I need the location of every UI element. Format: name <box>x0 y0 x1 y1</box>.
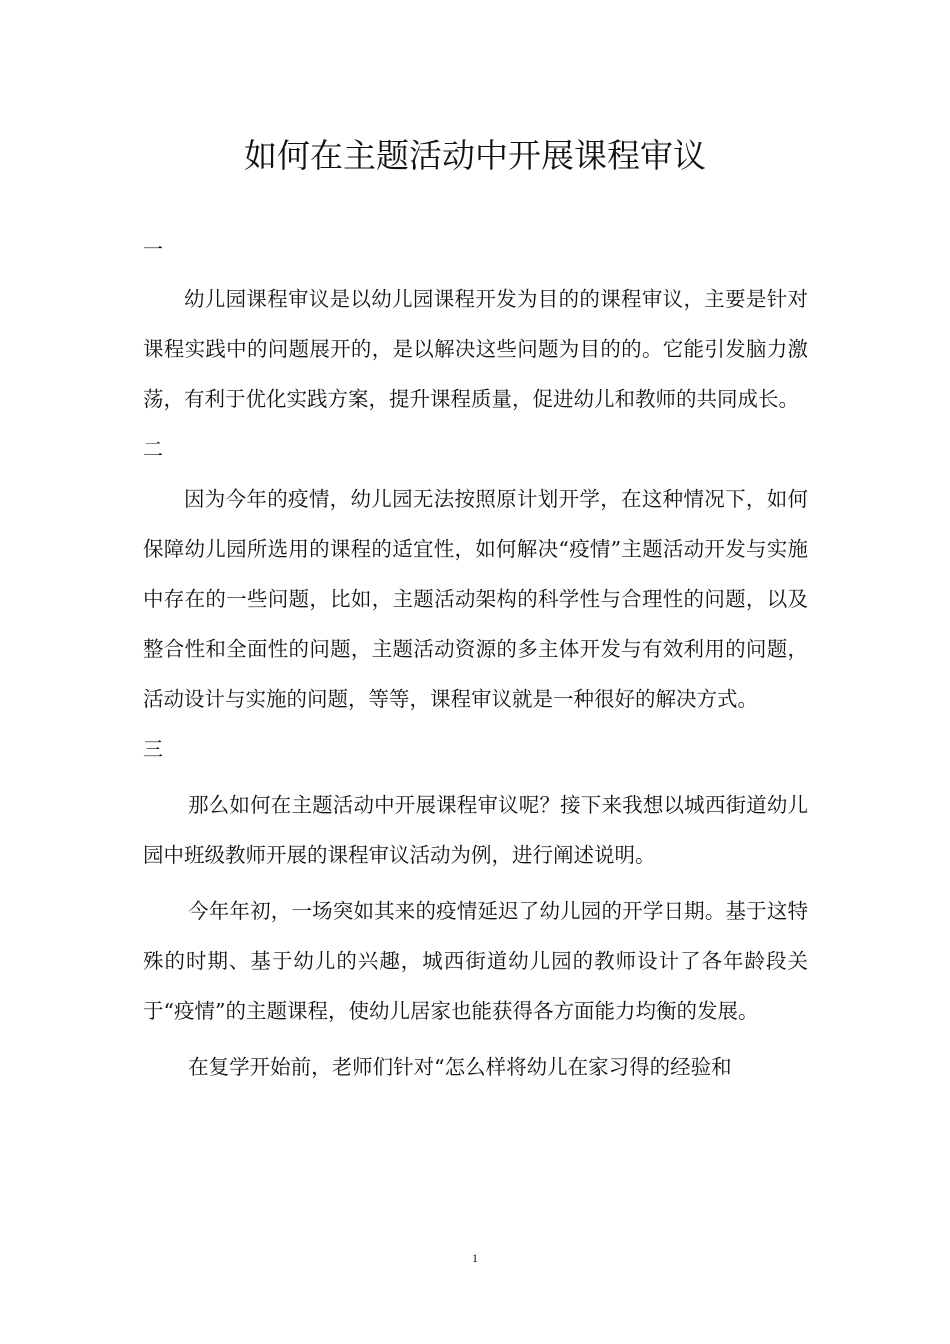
document-title: 如何在主题活动中开展课程审议 <box>244 136 706 175</box>
document-body <box>143 224 808 1092</box>
section-label-2: 二 <box>143 437 163 461</box>
paragraph: 幼儿园课程审议是以幼儿园课程开发为目的的课程审议，主要是针对课程实践中的问题展开的，是以解决这些问题为目的的。它能引发脑力激荡，有利于优化实践方案，提升课程质量，促进幼儿和教师的共同成长。 <box>143 287 808 411</box>
section-label-1: 一 <box>143 237 163 261</box>
paragraph: 今年年初，一场突如其来的疫情延迟了幼儿园的开学日期。基于这特殊的时期、基于幼儿的兴趣，城西街道幼儿园的教师设计了各年龄段关于“疫情”的主题课程，使幼儿居家也能获得各方面能力均衡的发展。 <box>143 899 808 1023</box>
section-label-3: 三 <box>143 737 163 761</box>
page-number: 1 <box>472 1251 478 1265</box>
paragraph: 那么如何在主题活动中开展课程审议呢？接下来我想以城西街道幼儿园中班级教师开展的课程审议活动为例，进行阐述说明。 <box>143 793 808 867</box>
paragraph: 在复学开始前，老师们针对“怎么样将幼儿在家习得的经验和 <box>188 1055 732 1079</box>
paragraph: 因为今年的疫情，幼儿园无法按照原计划开学，在这种情况下，如何保障幼儿园所选用的课程的适宜性，如何解决“疫情”主题活动开发与实施中存在的一些问题，比如，主题活动架构的科学性与合理性的问题，以及整合性和全面性的问题，主题活动资源的多主体开发与有效利用的问题，活动设计与实施的问题，等等，课程审议就是一种很好的解决方式。 <box>143 487 808 711</box>
